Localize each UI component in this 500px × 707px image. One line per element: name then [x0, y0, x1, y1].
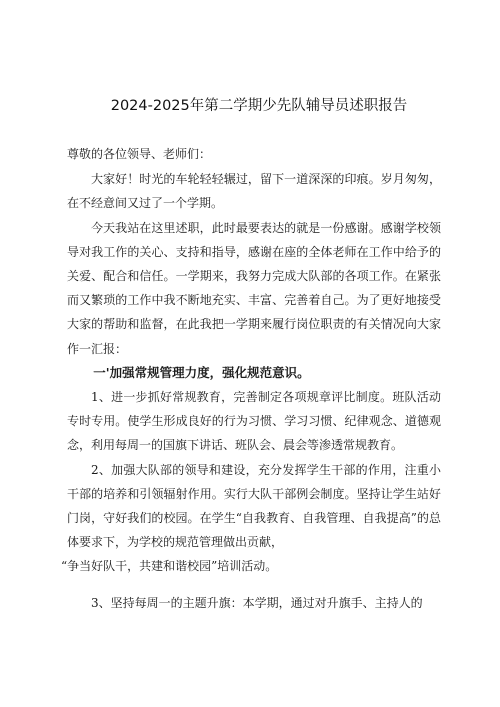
document-body [61, 142, 441, 615]
document-title: 2024-2025年第二学期少先队辅导员述职报告 [110, 98, 408, 114]
list-item: 1、进一步抓好常规教育，完善制定各项规章评比制度。班队活动专时专用。使学生形成良好的行为习惯、学习习惯、纪律观念、道德观念，利用每周一的国旗下讲话、班队会、晨会等渗透常规教育。 [67, 390, 441, 453]
section-heading: 一'加强常规管理力度，强化规范意识。 [93, 364, 310, 380]
list-item: “争当好队干，共建和谐校园”培训活动。 [61, 559, 278, 574]
salutation: 尊敬的各位领导、老师们： [67, 147, 212, 161]
list-item: 2、加强大队部的领导和建设，充分发挥学生干部的作用，注重小干部的培养和引领辐射作用。实行大队干部例会制度。坚持让学生站好门岗，守好我们的校园。在学生“自我教育、自我管理、自我提高”的总体要求下，为学校的规范管理做出贡献， [67, 462, 441, 550]
paragraph: 大家好！时光的车轮轻轻辗过，留下一道深深的印痕。岁月匆匆，在不经意间又过了一个学期。 [67, 172, 441, 211]
paragraph: 今天我站在这里述职，此时最要表达的就是一份感谢。感谢学校领导对我工作的关心、支持和指导，感谢在座的全体老师在工作中给予的关爱、配合和信任。一学期来，我努力完成大队部的各项工作。在紧张而又繁琐的工作中我不断地充实、丰富、完善着自己。为了更好地接受大家的帮助和监督，在此我把一学期来履行岗位职责的有关情况向大家作一汇报： [67, 220, 441, 356]
list-item: 3、坚持每周一的主题升旗：本学期，通过对升旗手、主持人的 [91, 595, 423, 610]
